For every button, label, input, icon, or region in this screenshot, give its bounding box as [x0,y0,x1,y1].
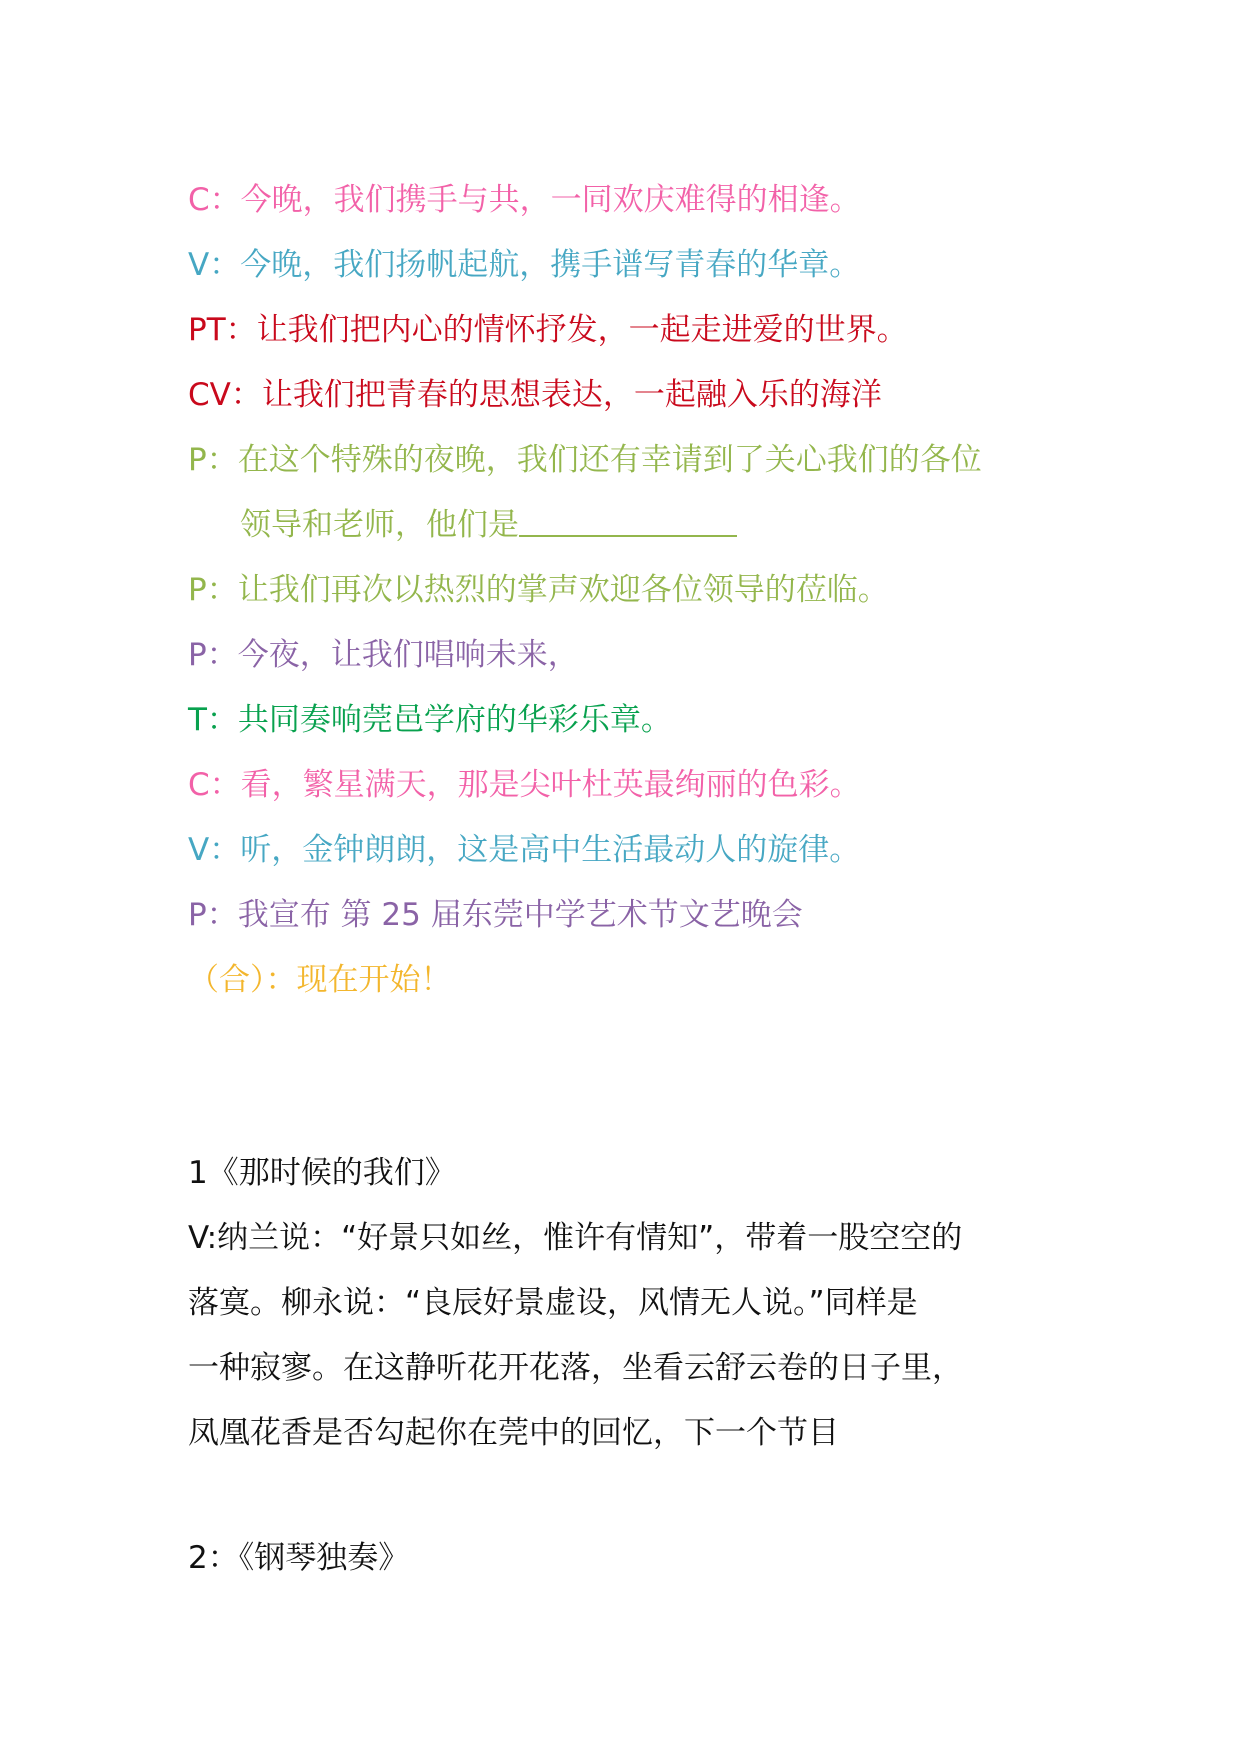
script-line-v-opening: V：今晚，我们扬帆起航，携手谱写青春的华章。 [188,247,861,283]
script-line-t: T：共同奏响莞邑学府的华彩乐章。 [188,702,672,738]
program-1-line: 落寞。柳永说：“良辰好景虚设，风情无人说。”同样是 [188,1285,918,1321]
script-line-c-opening: C：今晚，我们携手与共，一同欢庆难得的相逢。 [188,182,861,218]
script-content [188,168,1068,1591]
script-line-together: （合）：现在开始！ [188,962,452,998]
script-line-p-tonight: P：今夜，让我们唱响未来， [188,637,579,673]
leaders-text: 领导和老师，他们是 [240,507,519,543]
script-line-c-stars: C：看，繁星满天，那是尖叶杜英最绚丽的色彩。 [188,767,861,803]
script-line-p-announce: P：我宣布 第 25 届东莞中学艺术节文艺晚会 [188,897,803,933]
script-line-pt: PT：让我们把内心的情怀抒发，一起走进爱的世界。 [188,312,908,348]
fill-in-blank [519,497,737,537]
script-line-v-bell: V：听，金钟朗朗，这是高中生活最动人的旋律。 [188,832,861,868]
script-line-p-leaders: P：在这个特殊的夜晚，我们还有幸请到了关心我们的各位 [188,442,982,478]
program-1-line: 一种寂寥。在这静听花开花落，坐看云舒云卷的日子里， [188,1350,963,1386]
program-1-line: 凤凰花香是否勾起你在莞中的回忆，下一个节目 [188,1415,839,1451]
program-1-title: 1《那时候的我们》 [188,1155,456,1191]
script-line-p-leaders-cont [188,493,1068,558]
script-line-cv: CV：让我们把青春的思想表达，一起融入乐的海洋 [188,377,882,413]
script-line-p-welcome: P：让我们再次以热烈的掌声欢迎各位领导的莅临。 [188,572,889,608]
program-1-line: V:纳兰说：“好景只如丝，惟许有情知”，带着一股空空的 [188,1220,963,1256]
program-2-title: 2：《钢琴独奏》 [188,1540,410,1576]
